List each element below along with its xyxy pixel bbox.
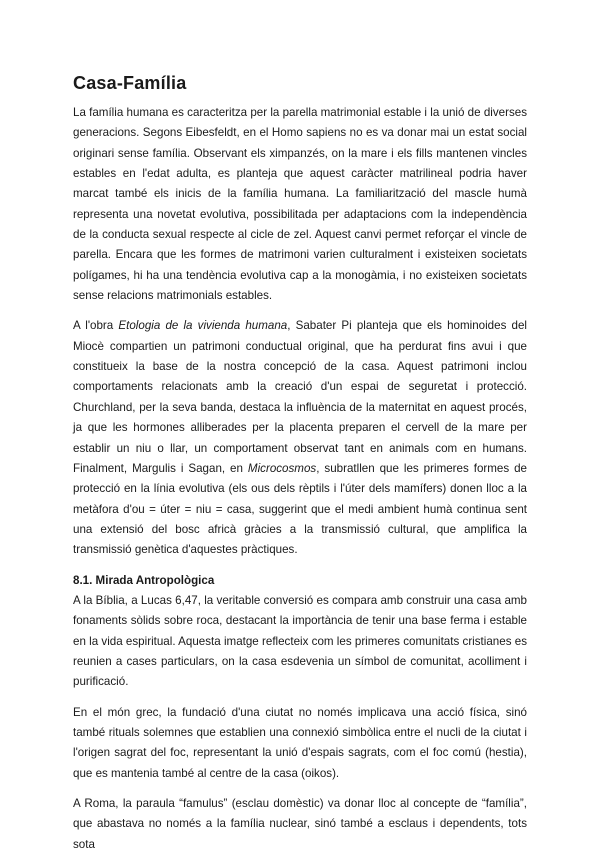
page-title: Casa-Família xyxy=(73,73,187,93)
paragraph-greek-world: En el món grec, la fundació d'una ciutat no només implicava una acció física, sinó també rituals solemnes que establien una connexió simbòlica entre el nucli de la ciutat i l'origen sagrat del foc, representant la unió d'espais sagrats, com el foc comú (hestia), que es mantenia també al centre de la casa (oikos). xyxy=(73,705,527,780)
paragraph-text: , Sabater Pi planteja que els hominoides del Miocè compartien un patrimoni conductual original, que ha perdurat fins avui i que constitueix la base de la nostra concepció de la casa. Aquest patrimoni inclou comportaments relacionats amb la creació d'un espai de seguretat i protecció. Churchland, per la seva banda, destaca la influència de la maternitat en aquest procés, ja que les hormones alliberades per la placenta preparen el cervell de la mare per establir un niu o llar, un comportament observat tant en animals com en humans. Finalment, Margulis i Sagan, en xyxy=(73,319,527,475)
paragraph-sabater-pi xyxy=(73,316,527,560)
paragraph-bible: A la Bíblia, a Lucas 6,47, la veritable conversió es compara amb construir una casa amb fonaments sòlids sobre roca, destacant la importància de tenir una base ferma i estable en la vida espiritual. Aquesta imatge reflecteix com les primeres comunitats cristianes es reunien a cases particulars, on la casa esdevenia un símbol de comunitat, acolliment i purificació. xyxy=(73,593,527,689)
paragraph-text: A l'obra xyxy=(73,319,119,333)
paragraph-rome: A Roma, la paraula “famulus” (esclau domèstic) va donar lloc al concepte de “família”, que abastava no només a la família nuclear, sinó també a esclaus i dependents, tots sota xyxy=(73,797,527,851)
paragraph-text: , subratllen que les primeres formes de protecció en la línia evolutiva (els ous dels rèptils i l'úter dels mamífers) donen lloc a la metàfora d'ou = úter = niu = casa, suggerint que el medi ambient humà continua sent una extensió del bosc africà gràcies a la transmissió cultural, que amplifica la transmissió genètica d'aquestes pràctiques. xyxy=(73,461,528,557)
document-page xyxy=(73,72,527,865)
book-title-etologia: Etologia de la vivienda humana xyxy=(118,319,288,333)
section-heading: 8.1. Mirada Antropològica xyxy=(73,573,215,587)
paragraph-family-definition: La família humana es caracteritza per la parella matrimonial estable i la unió de diverses generacions. Segons Eibesfeldt, en el Homo sapiens no es va donar mai un estat social originari sense família. Observant els ximpanzés, on la mare i els fills mantenen vincles estables en l'edat adulta, es planteja que aquest caràcter matrilineal podria haver marcat també els inicis de la família humana. La familiarització del mascle humà representa una novetat evolutiva, possibilitada per adaptacions com la independència de la conducta sexual respecte al cicle de zel. Aquest canvi permet reforçar el vincle de parella. Encara que les formes de matrimoni varien culturalment i existeixen societats polígames, hi ha una tendència evolutiva cap a la monogàmia, i no existeixen societats sense relacions matrimonials estables. xyxy=(73,106,527,303)
book-title-microcosmos: Microcosmos xyxy=(247,461,317,475)
